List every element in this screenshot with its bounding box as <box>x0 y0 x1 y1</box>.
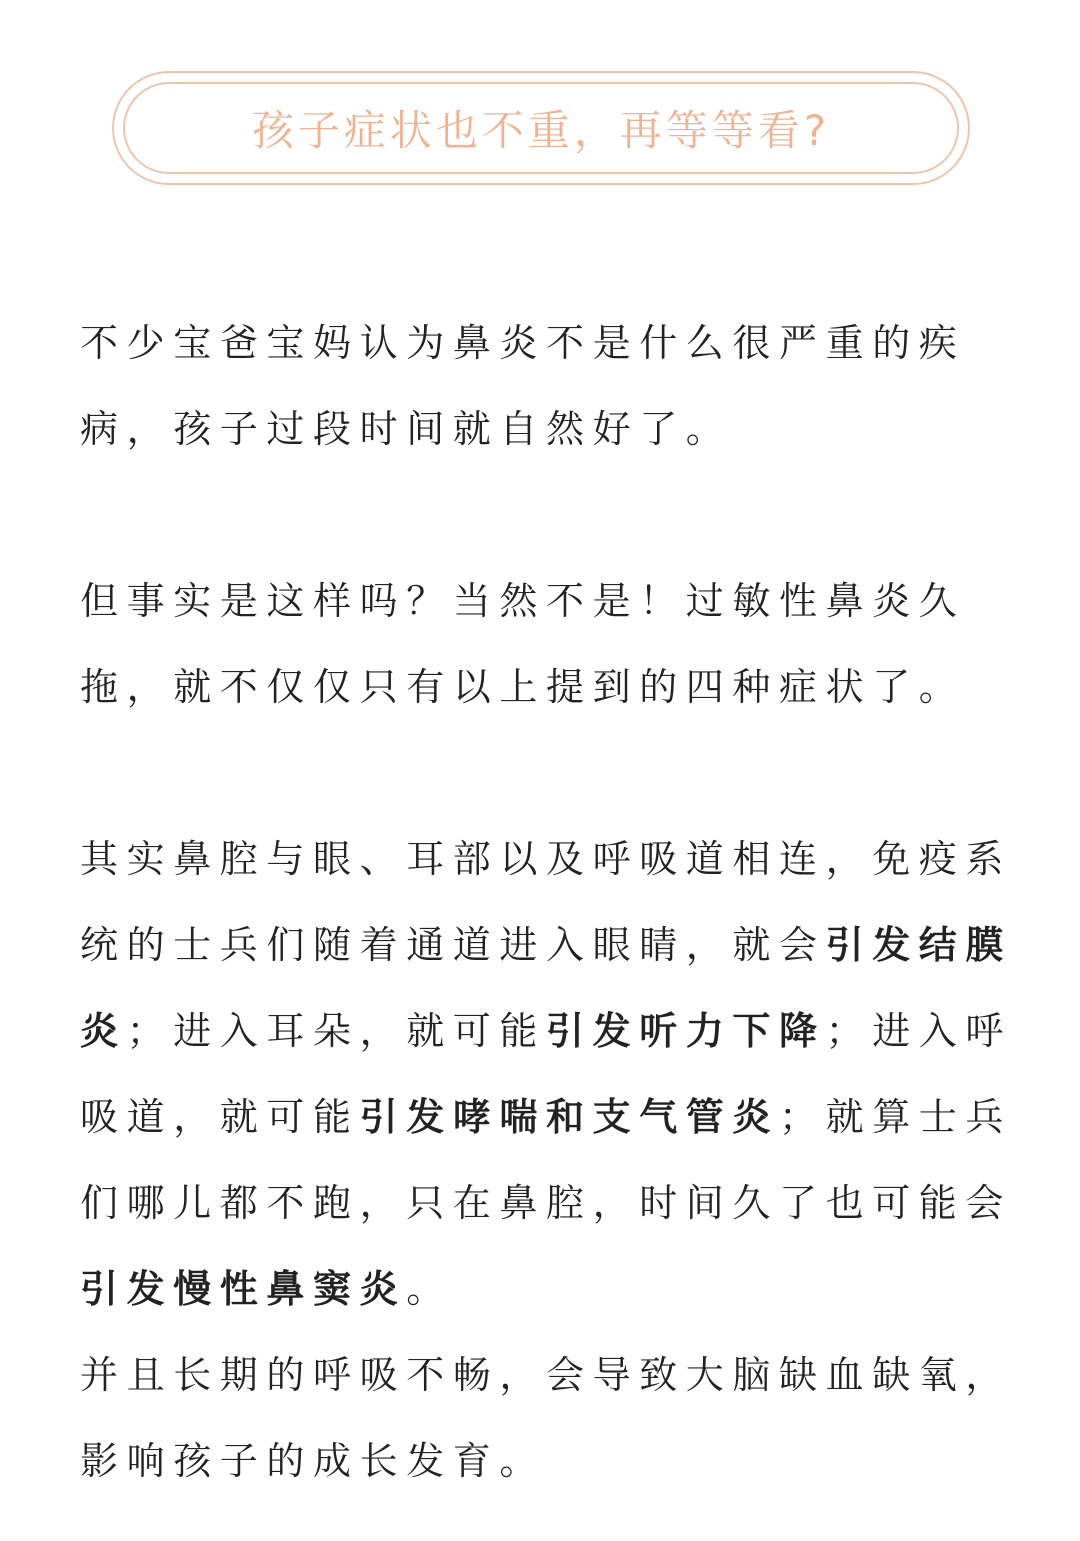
paragraph-1 <box>80 300 1000 472</box>
text-segment: ；进入耳朵，就可能 <box>126 1009 547 1053</box>
emphasis-hearing-loss: 引发听力下降 <box>546 1009 826 1053</box>
section-title-frame <box>112 71 970 185</box>
paragraph-3-line-3 <box>80 988 1013 1074</box>
text-segment: 统的士兵们随着通道进入眼睛，就会 <box>80 923 826 967</box>
paragraph-2-line-1: 但事实是这样吗？当然不是！过敏性鼻炎久 <box>80 579 966 623</box>
paragraph-3-line-4 <box>80 1074 1013 1160</box>
emphasis-conjunctivitis-end: 炎 <box>80 1009 127 1053</box>
paragraph-2 <box>80 558 1000 730</box>
paragraph-4-line-2: 影响孩子的成长发育。 <box>80 1439 547 1483</box>
paragraph-1-line-2: 病，孩子过段时间就自然好了。 <box>80 407 733 451</box>
emphasis-asthma-bronchitis: 引发哮喘和支气管炎 <box>359 1095 780 1139</box>
text-segment: 吸道，就可能 <box>80 1095 360 1139</box>
text-segment: ；就算士兵 <box>779 1095 1013 1139</box>
text-segment: 。 <box>406 1267 453 1311</box>
text-segment: 们哪儿都不跑，只在鼻腔，时间久了也可能会 <box>80 1181 1013 1225</box>
section-title-inner-frame <box>123 82 959 174</box>
paragraph-3-line-2 <box>80 902 1013 988</box>
text-segment: ；进入呼 <box>825 1009 1013 1053</box>
emphasis-conjunctivitis: 引发结膜 <box>825 923 1013 967</box>
paragraph-4 <box>80 1332 1013 1504</box>
paragraph-3-line-1 <box>80 816 1013 902</box>
paragraph-1-line-1: 不少宝爸宝妈认为鼻炎不是什么很严重的疾 <box>80 321 966 365</box>
text-segment: 其实鼻腔与眼、耳部以及呼吸道相连，免疫系 <box>80 837 1013 881</box>
emphasis-chronic-sinusitis: 引发慢性鼻窦炎 <box>80 1267 407 1311</box>
paragraph-2-line-2: 拖，就不仅仅只有以上提到的四种症状了。 <box>80 665 966 709</box>
paragraph-3-line-5 <box>80 1160 1013 1246</box>
paragraph-3 <box>80 816 1013 1332</box>
paragraph-3-line-6 <box>80 1246 1000 1332</box>
paragraph-4-line-1: 并且长期的呼吸不畅，会导致大脑缺血缺氧， <box>80 1353 1013 1397</box>
section-title: 孩子症状也不重，再等等看? <box>251 106 831 155</box>
